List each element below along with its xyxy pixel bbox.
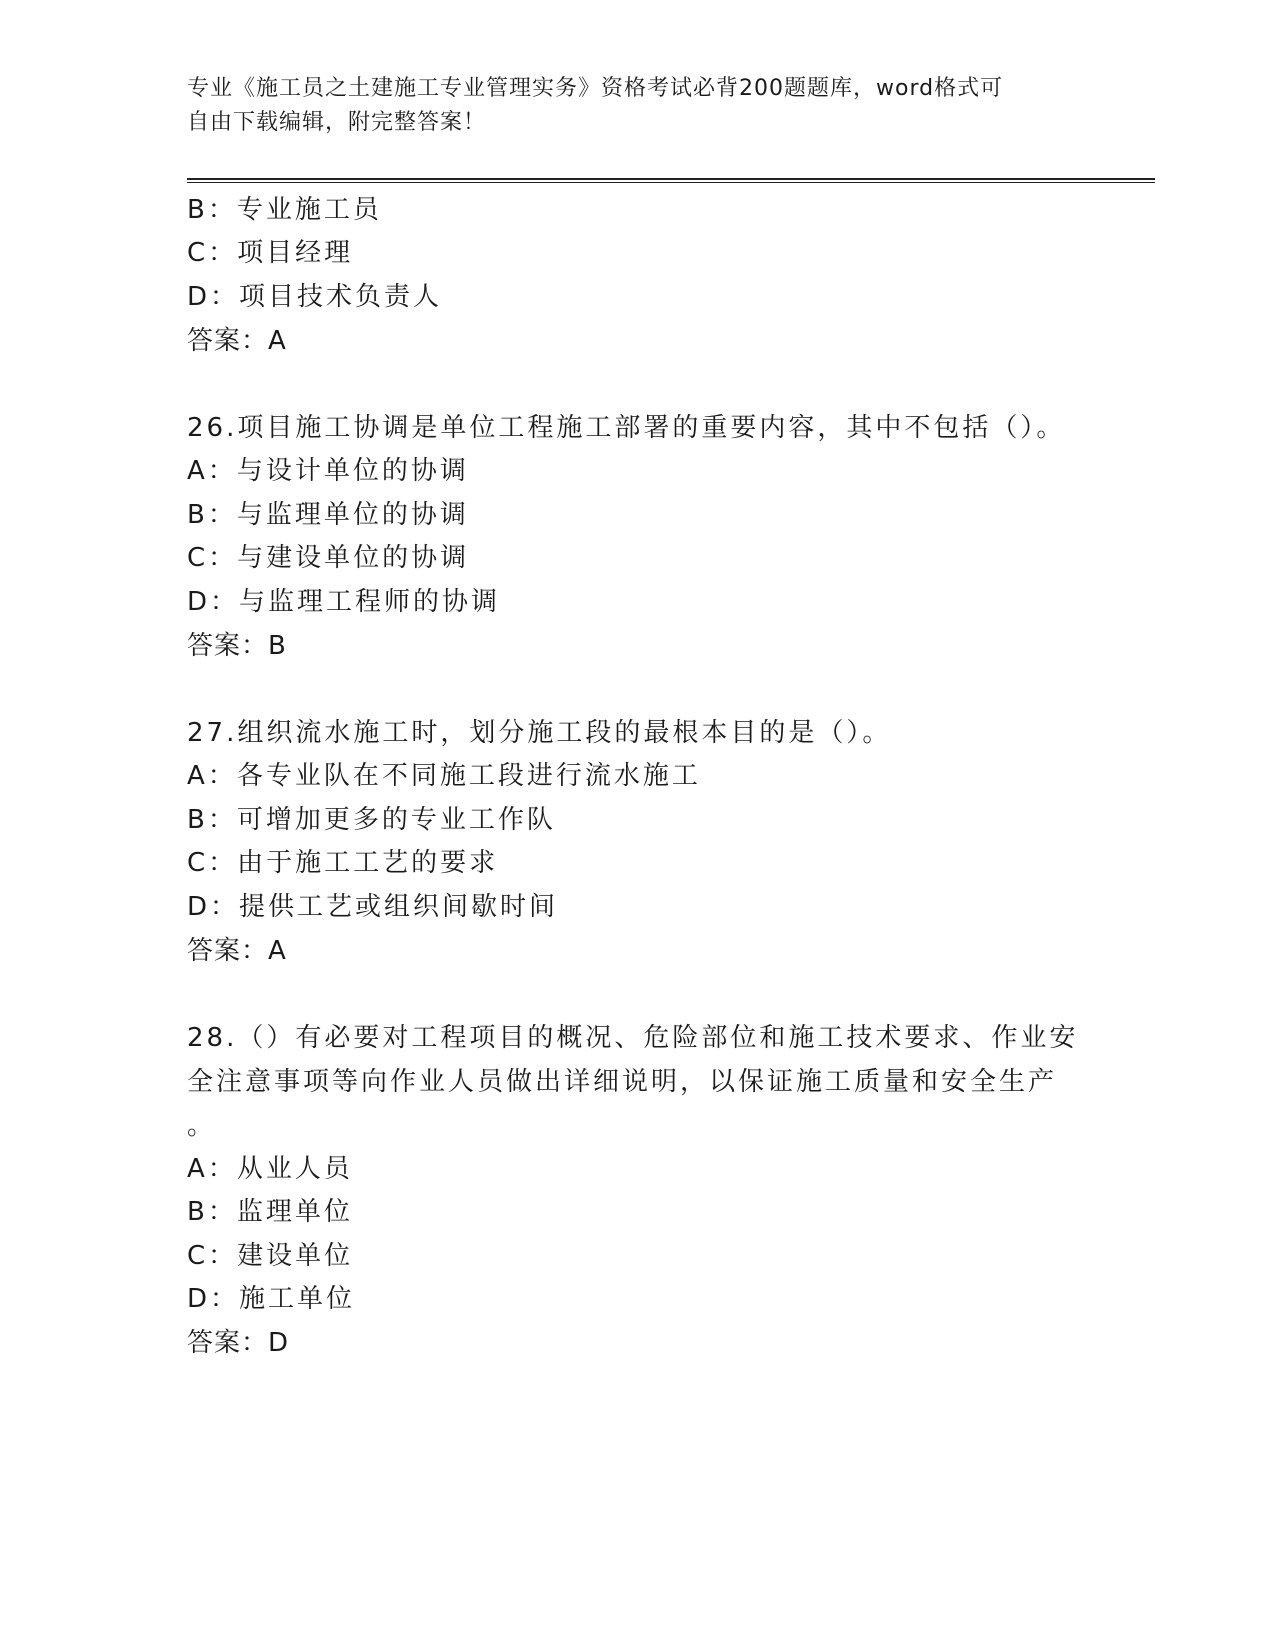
option-line: A：从业人员 xyxy=(187,1154,353,1184)
answer-line: 答案：D xyxy=(187,1328,290,1358)
option-line: B：专业施工员 xyxy=(187,195,382,225)
option-line: C：与建设单位的协调 xyxy=(187,543,470,573)
question-stem: 27.组织流水施工时，划分施工段的最根本目的是（）。 xyxy=(187,718,892,748)
option-line: B：与监理单位的协调 xyxy=(187,500,469,530)
option-line: D：与监理工程师的协调 xyxy=(187,587,501,617)
document-header xyxy=(187,72,1067,140)
option-line: C：项目经理 xyxy=(187,238,354,268)
option-line: B：监理单位 xyxy=(187,1197,353,1227)
answer-line: 答案：B xyxy=(187,631,287,661)
option-line: D：提供工艺或组织间歇时间 xyxy=(187,892,559,922)
option-line: D：施工单位 xyxy=(187,1284,356,1314)
question-stem: 26.项目施工协调是单位工程施工部署的重要内容，其中不包括（）。 xyxy=(187,413,1066,443)
option-line: A：与设计单位的协调 xyxy=(187,456,469,486)
header-line-2: 自由下载编辑，附完整答案！ xyxy=(187,110,487,135)
option-line: C：由于施工工艺的要求 xyxy=(187,848,499,878)
answer-line: 答案：A xyxy=(187,326,287,356)
option-line: D：项目技术负责人 xyxy=(187,282,443,312)
question-stem-continued: 全注意事项等向作业人员做出详细说明，以保证施工质量和安全生产 xyxy=(187,1067,1058,1097)
header-line-1: 专业《施工员之土建施工专业管理实务》资格考试必背200题题库，word格式可 xyxy=(187,76,1004,101)
option-line: B：可增加更多的专业工作队 xyxy=(187,805,556,835)
option-line: A：各专业队在不同施工段进行流水施工 xyxy=(187,761,701,791)
question-stem-continued: 。 xyxy=(187,1111,217,1141)
header-divider xyxy=(187,178,1155,183)
question-stem: 28.（）有必要对工程项目的概况、危险部位和施工技术要求、作业安 xyxy=(187,1023,1079,1053)
answer-line: 答案：A xyxy=(187,936,287,966)
option-line: C：建设单位 xyxy=(187,1241,354,1271)
